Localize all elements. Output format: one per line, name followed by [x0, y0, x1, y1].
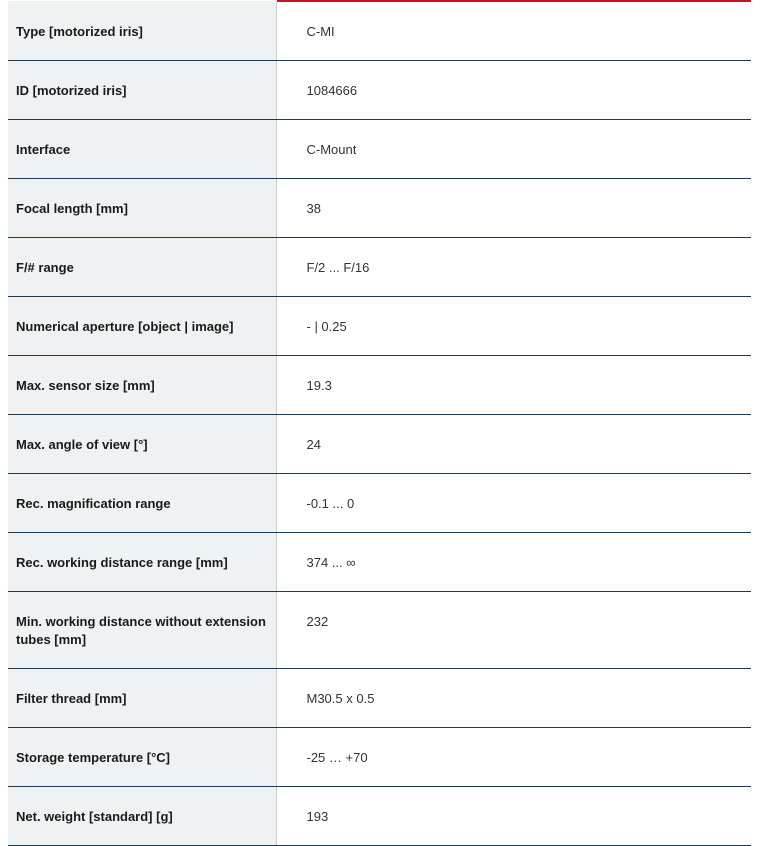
- spec-value: 374 ... ∞: [276, 532, 751, 591]
- spec-value: - | 0.25: [276, 296, 751, 355]
- spec-value: F/2 ... F/16: [276, 237, 751, 296]
- table-row: [8, 1, 751, 60]
- spec-value: C-MI: [276, 1, 751, 60]
- table-row: [8, 355, 751, 414]
- spec-label: Max. angle of view [°]: [8, 414, 276, 473]
- spec-table: [8, 0, 751, 846]
- spec-label: Max. sensor size [mm]: [8, 355, 276, 414]
- table-row: [8, 668, 751, 727]
- spec-label: F/# range: [8, 237, 276, 296]
- spec-label: Filter thread [mm]: [8, 668, 276, 727]
- spec-value: M30.5 x 0.5: [276, 668, 751, 727]
- spec-value: 193: [276, 786, 751, 845]
- table-row: [8, 178, 751, 237]
- table-row: [8, 591, 751, 668]
- spec-label: Storage temperature [°C]: [8, 727, 276, 786]
- spec-label: Net. weight [standard] [g]: [8, 786, 276, 845]
- table-row: [8, 473, 751, 532]
- table-row: [8, 727, 751, 786]
- spec-label: Numerical aperture [object | image]: [8, 296, 276, 355]
- spec-value: -0.1 ... 0: [276, 473, 751, 532]
- spec-value: C-Mount: [276, 119, 751, 178]
- table-row: [8, 60, 751, 119]
- spec-label: Focal length [mm]: [8, 178, 276, 237]
- spec-label: Min. working distance without extension tubes [mm]: [8, 591, 276, 668]
- table-row: [8, 414, 751, 473]
- table-row: [8, 786, 751, 845]
- table-row: [8, 296, 751, 355]
- spec-value: 1084666: [276, 60, 751, 119]
- spec-value: 19.3: [276, 355, 751, 414]
- spec-label: ID [motorized iris]: [8, 60, 276, 119]
- spec-value: -25 … +70: [276, 727, 751, 786]
- table-row: [8, 237, 751, 296]
- spec-label: Interface: [8, 119, 276, 178]
- table-row: [8, 532, 751, 591]
- spec-value: 38: [276, 178, 751, 237]
- spec-label: Rec. magnification range: [8, 473, 276, 532]
- spec-value: 24: [276, 414, 751, 473]
- spec-label: Rec. working distance range [mm]: [8, 532, 276, 591]
- table-row: [8, 119, 751, 178]
- spec-value: 232: [276, 591, 751, 668]
- spec-label: Type [motorized iris]: [8, 1, 276, 60]
